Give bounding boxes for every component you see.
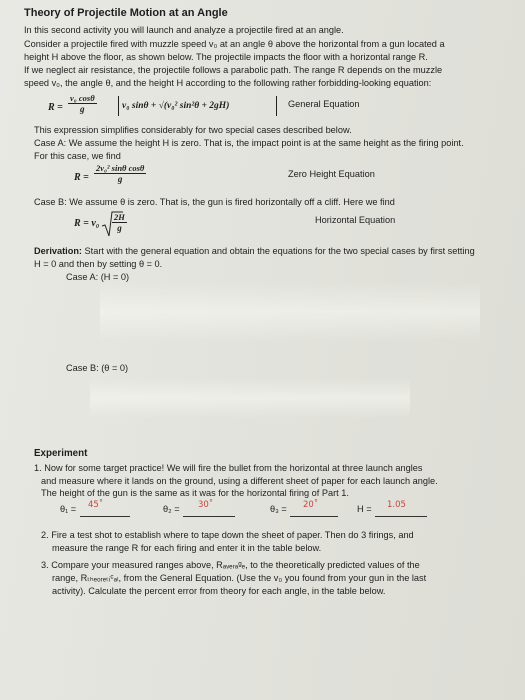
case-b-heading: Case B: (θ = 0) — [66, 363, 129, 373]
general-eq-bracket-right — [274, 96, 277, 116]
zero-eq-label: Zero Height Equation — [288, 169, 375, 179]
horizontal-eq-denominator: g — [117, 223, 122, 233]
bleed-through-shadow-2 — [90, 378, 410, 418]
intro-line-3: height H above the floor, as shown below. The projectile impacts the floor with a horizontal range R. — [24, 52, 428, 62]
experiment-item1-line-1: 1. Now for some target practice! We will fire the bullet from the horizontal at three launch angles — [34, 463, 423, 473]
case-b-line: Case B: We assume θ is zero. That is, the gun is fired horizontally off a cliff. Here we find — [34, 197, 395, 207]
theta1-value: 45˚ — [88, 500, 104, 510]
experiment-item3-line-2: range, Rₜₕₑₒᵣₑₜᵢᶜₐₗ, from the General Equation. (Use the v₀ you found from your gun in the last — [52, 573, 427, 583]
simplify-line-3: For this case, we find — [34, 151, 121, 161]
general-eq-fraction — [68, 93, 97, 115]
theta1-label: θ₁ = — [60, 504, 77, 514]
intro-line-2: Consider a projectile fired with muzzle speed v₀ at an angle θ above the horizontal from a gun located a — [24, 39, 445, 49]
general-eq-label: General Equation — [288, 99, 360, 109]
derivation-text-1: Start with the general equation and obtain the equations for the two special cases by first setting — [82, 246, 475, 256]
zero-eq-fraction — [94, 163, 146, 185]
case-a-heading: Case A: (H = 0) — [66, 272, 130, 282]
experiment-heading: Experiment — [34, 448, 88, 459]
theta3-label: θ₃ = — [270, 504, 287, 514]
horizontal-eq-label: Horizontal Equation — [315, 215, 396, 225]
intro-line-1: In this second activity you will launch and analyze a projectile fired at an angle. — [24, 25, 344, 35]
theta2-label: θ₂ = — [163, 504, 180, 514]
theta2-value: 30˚ — [198, 500, 214, 510]
height-value: 1.05 — [387, 500, 406, 510]
experiment-item3-line-3: activity). Calculate the percent error from theory for each angle, in the table below. — [52, 586, 386, 596]
height-blank[interactable] — [375, 515, 427, 517]
zero-eq-lhs: R = — [74, 172, 89, 183]
theta3-blank[interactable] — [290, 515, 338, 517]
general-eq-denominator: g — [80, 104, 85, 114]
page-title: Theory of Projectile Motion at an Angle — [24, 7, 228, 19]
horizontal-eq-lhs: R = v₀ — [74, 218, 100, 229]
theta1-blank[interactable] — [80, 515, 130, 517]
intro-line-5: speed v₀, the angle θ, and the height H according to the following rather forbidding-looking equation: — [24, 78, 432, 88]
bleed-through-shadow — [100, 282, 480, 342]
simplify-line-1: This expression simplifies considerably for two special cases described below. — [34, 125, 352, 135]
theta3-value: 20˚ — [303, 500, 319, 510]
height-label: H = — [357, 504, 372, 514]
derivation-line-2: H = 0 and then by setting θ = 0. — [34, 259, 163, 269]
derivation-label: Derivation: — [34, 246, 82, 256]
general-eq-numerator: v₀ cosθ — [70, 93, 95, 103]
experiment-item2-line-1: 2. Fire a test shot to establish where to tape down the sheet of paper. Then do 3 firings, and — [41, 530, 414, 540]
experiment-item1-line-3: The height of the gun is the same as it was for the horizontal firing of Part 1. — [41, 488, 349, 498]
experiment-item2-line-2: measure the range R for each firing and enter it in the table below. — [52, 543, 322, 553]
general-eq-bracket-body: v₀ sinθ + √(v₀² sin²θ + 2gH) — [122, 101, 230, 111]
zero-eq-numerator: 2v₀² sinθ cosθ — [96, 163, 145, 173]
general-eq-lhs: R = — [48, 102, 63, 113]
zero-eq-denominator: g — [117, 174, 123, 184]
intro-line-4: If we neglect air resistance, the projectile follows a parabolic path. The range R depends on the muzzle — [24, 65, 443, 75]
derivation-line-1 — [34, 246, 475, 258]
experiment-item3-line-1: 3. Compare your measured ranges above, Rₐᵥₑᵣₐᵍₑ, to the theoretically predicted values of the — [41, 560, 420, 570]
horizontal-eq-numerator: 2H — [114, 212, 125, 222]
experiment-item1-line-2: and measure where it lands on the ground, using a different sheet of paper for each launch angle. — [41, 476, 438, 486]
theta2-blank[interactable] — [183, 515, 235, 517]
simplify-line-2: Case A: We assume the height H is zero. That is, the impact point is at the same height as the firing point. — [34, 138, 464, 148]
horizontal-eq-fraction — [112, 212, 127, 234]
